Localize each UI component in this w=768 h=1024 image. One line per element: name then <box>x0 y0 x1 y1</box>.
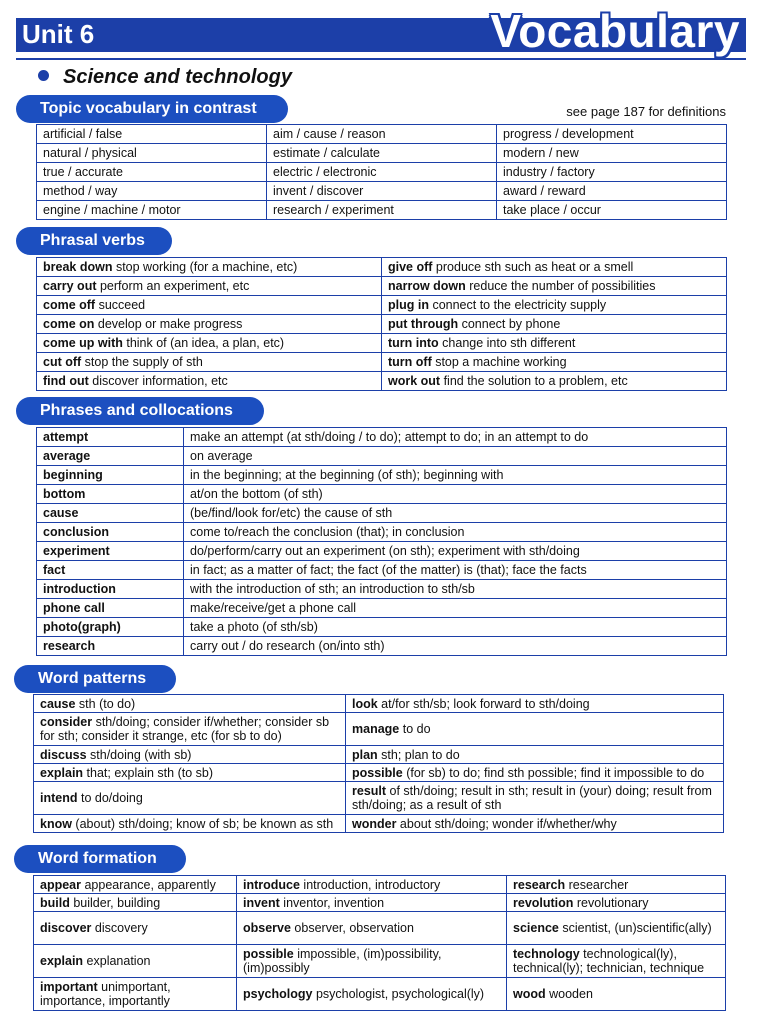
phrasal-verb-entry <box>382 277 727 296</box>
table-row <box>37 542 727 561</box>
entry-definition: introduction, introductory <box>299 877 441 892</box>
word-formation-entry <box>507 912 726 945</box>
phrasal-verb-entry <box>382 258 727 277</box>
word-formation-entry <box>237 894 507 912</box>
entry-definition: think of (an idea, a plan, etc) <box>122 336 285 350</box>
word-formation-entry <box>507 945 726 978</box>
entry-definition: researcher <box>565 877 629 892</box>
entry-definition: sth (to do) <box>75 696 136 711</box>
phrase-word: attempt <box>37 428 184 447</box>
entry-word: psychology <box>243 987 313 1001</box>
word-formation-table <box>33 875 726 1011</box>
entry-definition: appearance, apparently <box>81 877 216 892</box>
entry-definition: explanation <box>83 954 151 968</box>
vocab-pair: research / experiment <box>267 201 497 220</box>
entry-definition: scientist, (un)scientific(ally) <box>558 921 712 935</box>
phrasal-verbs-table <box>36 257 727 391</box>
table-row <box>37 485 727 504</box>
entry-definition: that; explain sth (to sb) <box>83 765 214 780</box>
entry-definition: about sth/doing; wonder if/whether/why <box>396 816 617 831</box>
entry-word: come off <box>43 298 96 312</box>
table-row <box>37 296 727 315</box>
table-row <box>34 945 726 978</box>
word-pattern-entry <box>346 815 724 833</box>
table-row <box>37 201 727 220</box>
entry-word: put through <box>388 317 459 331</box>
vocab-pair: method / way <box>37 182 267 201</box>
entry-word: plug in <box>388 298 429 312</box>
table-row <box>34 695 724 713</box>
entry-definition: change into sth different <box>438 336 576 350</box>
phrasal-verb-entry <box>37 353 382 372</box>
entry-word: break down <box>43 260 113 274</box>
entry-word: give off <box>388 260 433 274</box>
table-row <box>37 428 727 447</box>
phrase-collocations: (be/find/look for/etc) the cause of sth <box>184 504 727 523</box>
entry-definition: (about) sth/doing; know of sb; be known as sth <box>71 816 334 831</box>
vocab-pair: award / reward <box>497 182 727 201</box>
entry-word: observe <box>243 921 291 935</box>
phrasal-verb-entry <box>37 372 382 391</box>
entry-definition: impossible, (im)possibility, (im)possibly <box>243 947 442 975</box>
table-row <box>37 144 727 163</box>
table-row <box>37 125 727 144</box>
entry-word: explain <box>40 954 84 968</box>
entry-word: manage <box>352 722 400 736</box>
entry-definition: (for sb) to do; find sth possible; find it impossible to do <box>402 765 705 780</box>
entry-definition: technological(ly), technical(ly); technician, technique <box>513 947 705 975</box>
entry-definition: find the solution to a problem, etc <box>440 374 628 388</box>
table-row <box>34 764 724 782</box>
phrasal-verb-entry <box>382 372 727 391</box>
table-row <box>34 876 726 894</box>
word-formation-entry <box>237 876 507 894</box>
entry-definition: perform an experiment, etc <box>96 279 250 293</box>
word-formation-entry <box>34 912 237 945</box>
entry-word: consider <box>40 715 93 729</box>
vocab-pair: progress / development <box>497 125 727 144</box>
entry-word: know <box>40 816 72 831</box>
entry-word: explain <box>40 765 84 780</box>
phrasal-verb-entry <box>382 334 727 353</box>
word-formation-entry <box>34 978 237 1011</box>
entry-word: discuss <box>40 747 87 762</box>
word-formation-entry <box>34 876 237 894</box>
entry-word: wood <box>513 987 546 1001</box>
table-row <box>37 334 727 353</box>
entry-definition: reduce the number of possibilities <box>465 279 656 293</box>
vocab-pair: invent / discover <box>267 182 497 201</box>
entry-definition: at/for sth/sb; look forward to sth/doing <box>377 696 590 711</box>
entry-word: discover <box>40 921 92 935</box>
table-row <box>37 277 727 296</box>
entry-word: build <box>40 895 70 910</box>
table-row <box>37 163 727 182</box>
table-row <box>34 782 724 815</box>
entry-word: appear <box>40 877 81 892</box>
table-row <box>37 523 727 542</box>
phrase-word: phone call <box>37 599 184 618</box>
entry-definition: discover information, etc <box>88 374 228 388</box>
table-row <box>37 637 727 656</box>
entry-definition: stop a machine working <box>431 355 567 369</box>
phrasal-verb-entry <box>382 353 727 372</box>
entry-word: come up with <box>43 336 123 350</box>
table-row <box>37 599 727 618</box>
entry-word: look <box>352 696 378 711</box>
phrase-collocations: in the beginning; at the beginning (of sth); beginning with <box>184 466 727 485</box>
vocab-pair: engine / machine / motor <box>37 201 267 220</box>
phrase-word: conclusion <box>37 523 184 542</box>
word-pattern-entry <box>34 695 346 713</box>
table-row <box>34 894 726 912</box>
entry-definition: to do/doing <box>77 791 143 805</box>
entry-definition: connect by phone <box>458 317 561 331</box>
entry-definition: sth; plan to do <box>377 747 460 762</box>
word-formation-entry <box>507 876 726 894</box>
entry-definition: stop working (for a machine, etc) <box>112 260 298 274</box>
word-pattern-entry <box>34 782 346 815</box>
entry-definition: observer, observation <box>290 921 414 935</box>
entry-word: important <box>40 980 98 994</box>
entry-definition: sth/doing; consider if/whether; consider sb for sth; consider it strange, etc (for sb to do) <box>40 715 330 743</box>
word-patterns-heading: Word patterns <box>14 665 176 693</box>
phrase-word: bottom <box>37 485 184 504</box>
phrase-word: photo(graph) <box>37 618 184 637</box>
phrase-collocations: make/receive/get a phone call <box>184 599 727 618</box>
table-row <box>37 353 727 372</box>
entry-word: carry out <box>43 279 97 293</box>
word-formation-entry <box>237 978 507 1011</box>
word-pattern-entry <box>34 815 346 833</box>
phrasal-verb-entry <box>37 334 382 353</box>
entry-word: turn off <box>388 355 432 369</box>
word-formation-heading: Word formation <box>14 845 186 873</box>
vocab-pair: true / accurate <box>37 163 267 182</box>
entry-word: introduce <box>243 877 300 892</box>
word-patterns-table <box>33 694 724 833</box>
phrase-collocations: at/on the bottom (of sth) <box>184 485 727 504</box>
entry-definition: sth/doing (with sb) <box>86 747 192 762</box>
phrases-table <box>36 427 727 656</box>
word-pattern-entry <box>34 764 346 782</box>
word-pattern-entry <box>346 764 724 782</box>
word-pattern-entry <box>34 746 346 764</box>
table-row <box>34 746 724 764</box>
phrase-word: introduction <box>37 580 184 599</box>
table-row <box>37 580 727 599</box>
entry-word: cause <box>40 696 76 711</box>
word-formation-entry <box>507 978 726 1011</box>
phrasal-verb-entry <box>37 296 382 315</box>
phrase-collocations: carry out / do research (on/into sth) <box>184 637 727 656</box>
table-row <box>34 912 726 945</box>
phrases-heading: Phrases and collocations <box>16 397 264 425</box>
entry-definition: wooden <box>545 987 593 1001</box>
vocab-pair: take place / occur <box>497 201 727 220</box>
table-row <box>37 258 727 277</box>
phrase-word: experiment <box>37 542 184 561</box>
entry-definition: connect to the electricity supply <box>428 298 607 312</box>
word-formation-entry <box>34 894 237 912</box>
bullet-icon <box>38 70 49 81</box>
unit-label: Unit 6 <box>22 19 95 49</box>
phrase-collocations: with the introduction of sth; an introduction to sth/sb <box>184 580 727 599</box>
entry-word: wonder <box>352 816 397 831</box>
entry-word: cut off <box>43 355 82 369</box>
entry-word: possible <box>352 765 403 780</box>
phrase-collocations: in fact; as a matter of fact; the fact (of the matter) is (that); face the facts <box>184 561 727 580</box>
entry-word: narrow down <box>388 279 466 293</box>
table-row <box>37 315 727 334</box>
table-row <box>34 713 724 746</box>
phrase-collocations: come to/reach the conclusion (that); in conclusion <box>184 523 727 542</box>
entry-definition: stop the supply of sth <box>81 355 203 369</box>
vocab-pair: aim / cause / reason <box>267 125 497 144</box>
subtitle-text: Science and technology <box>63 66 292 88</box>
word-pattern-entry <box>346 746 724 764</box>
vocab-pair: modern / new <box>497 144 727 163</box>
phrase-word: beginning <box>37 466 184 485</box>
entry-word: come on <box>43 317 95 331</box>
topic-vocab-table <box>36 124 727 220</box>
phrasal-verb-entry <box>37 315 382 334</box>
word-formation-entry <box>507 894 726 912</box>
entry-definition: succeed <box>95 298 146 312</box>
vocab-pair: artificial / false <box>37 125 267 144</box>
entry-definition: revolutionary <box>573 895 649 910</box>
table-row <box>34 978 726 1011</box>
table-row <box>37 466 727 485</box>
vocab-pair: industry / factory <box>497 163 727 182</box>
phrasal-verbs-heading: Phrasal verbs <box>16 227 172 255</box>
phrase-word: research <box>37 637 184 656</box>
phrase-word: cause <box>37 504 184 523</box>
table-row <box>37 372 727 391</box>
phrase-collocations: do/perform/carry out an experiment (on sth); experiment with sth/doing <box>184 542 727 561</box>
entry-word: turn into <box>388 336 439 350</box>
table-row <box>37 447 727 466</box>
entry-definition: discovery <box>91 921 148 935</box>
vocab-pair: natural / physical <box>37 144 267 163</box>
unit-header-bar <box>16 5 746 57</box>
entry-word: find out <box>43 374 89 388</box>
entry-word: possible <box>243 947 294 961</box>
word-formation-entry <box>237 912 507 945</box>
vocab-pair: electric / electronic <box>267 163 497 182</box>
entry-definition: inventor, invention <box>279 895 385 910</box>
phrasal-verb-entry <box>382 296 727 315</box>
word-pattern-entry <box>34 713 346 746</box>
page-title: Vocabulary <box>490 5 740 57</box>
definitions-note: see page 187 for definitions <box>566 104 726 119</box>
entry-word: invent <box>243 895 280 910</box>
entry-word: plan <box>352 747 378 762</box>
entry-word: technology <box>513 947 580 961</box>
table-row <box>37 504 727 523</box>
entry-word: revolution <box>513 895 574 910</box>
entry-definition: builder, building <box>69 895 161 910</box>
word-pattern-entry <box>346 782 724 815</box>
entry-definition: unimportant, importance, importantly <box>40 980 171 1008</box>
phrase-word: average <box>37 447 184 466</box>
word-formation-entry <box>237 945 507 978</box>
section-subtitle <box>38 66 292 89</box>
table-row <box>34 815 724 833</box>
entry-word: work out <box>388 374 441 388</box>
phrasal-verb-entry <box>382 315 727 334</box>
header-divider <box>16 58 746 60</box>
table-row <box>37 561 727 580</box>
table-row <box>37 182 727 201</box>
entry-word: result <box>352 784 387 798</box>
entry-definition: of sth/doing; result in sth; result in (your) doing; result from sth/doing; as a result of sth <box>352 784 712 812</box>
topic-vocab-heading: Topic vocabulary in contrast <box>16 95 288 123</box>
phrasal-verb-entry <box>37 277 382 296</box>
table-row <box>37 618 727 637</box>
word-pattern-entry <box>346 695 724 713</box>
phrase-collocations: on average <box>184 447 727 466</box>
phrase-collocations: make an attempt (at sth/doing / to do); attempt to do; in an attempt to do <box>184 428 727 447</box>
entry-definition: produce sth such as heat or a smell <box>432 260 634 274</box>
entry-word: research <box>513 877 566 892</box>
word-formation-entry <box>34 945 237 978</box>
word-pattern-entry <box>346 713 724 746</box>
phrase-collocations: take a photo (of sth/sb) <box>184 618 727 637</box>
entry-definition: to do <box>399 722 431 736</box>
entry-word: science <box>513 921 559 935</box>
entry-definition: develop or make progress <box>94 317 243 331</box>
phrase-word: fact <box>37 561 184 580</box>
entry-definition: psychologist, psychological(ly) <box>312 987 485 1001</box>
vocab-pair: estimate / calculate <box>267 144 497 163</box>
phrasal-verb-entry <box>37 258 382 277</box>
entry-word: intend <box>40 791 78 805</box>
